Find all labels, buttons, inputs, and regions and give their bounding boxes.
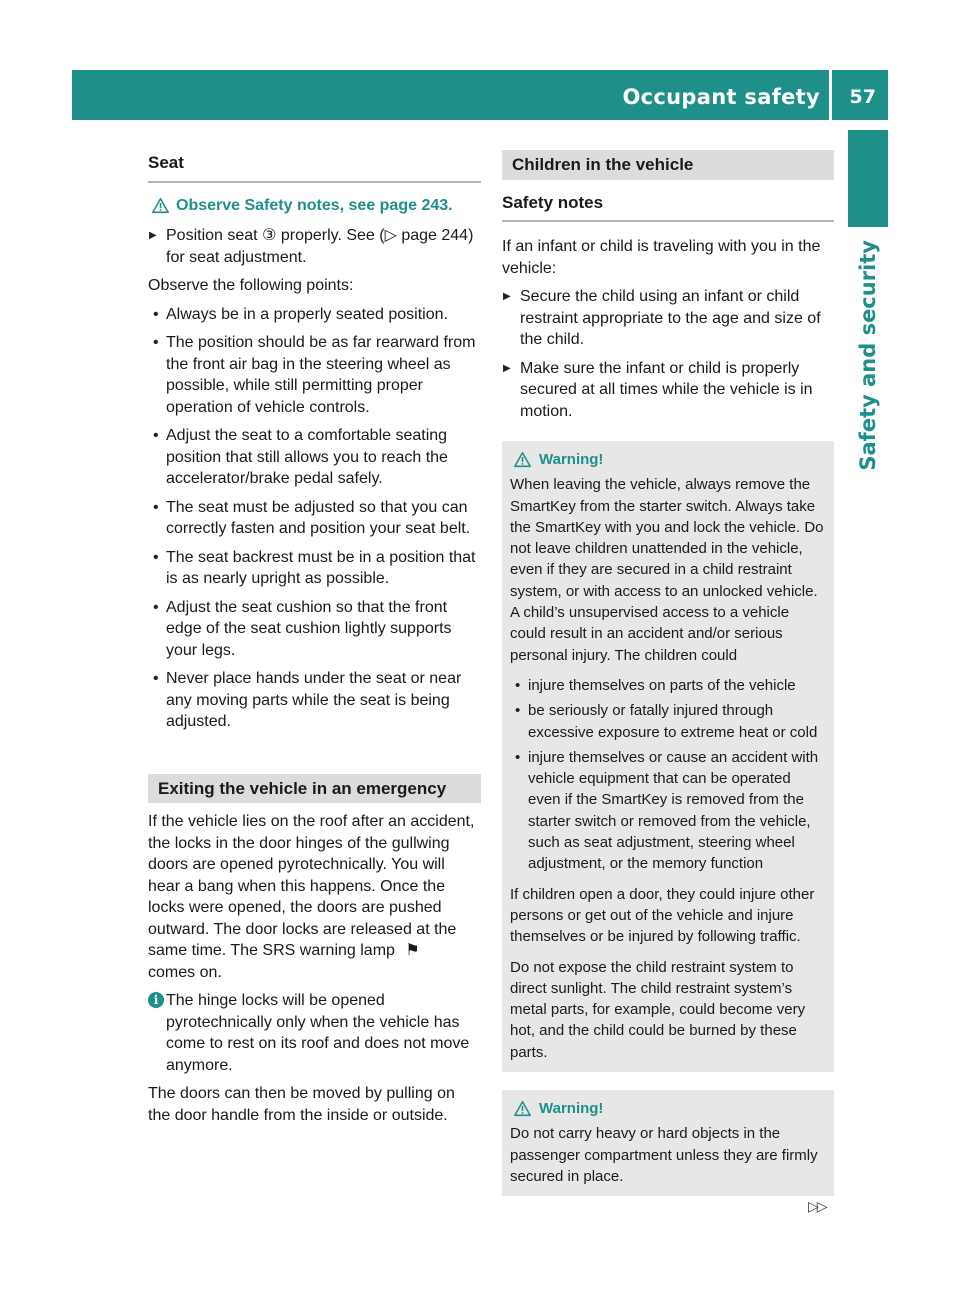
warning-paragraph: Do not expose the child restraint system to direct sunlight. The child restraint system’s metal parts, for example, could become very hot, and the child could be burned by these parts. xyxy=(510,958,806,1061)
final-paragraph: The doors can then be moved by pulling on the door handle from the inside or outside. xyxy=(148,1085,455,1124)
list-item: • Never place hands under the seat or near any moving parts while the seat is being adjusted. xyxy=(148,668,481,733)
side-section-text: Safety and security xyxy=(856,240,880,471)
exit-emergency-heading: Exiting the vehicle in an emergency xyxy=(148,774,481,804)
warning-triangle-icon xyxy=(514,451,531,468)
exit-paragraph xyxy=(148,811,481,983)
warning-triangle-icon xyxy=(152,197,169,214)
warning-paragraph: If children open a door, they could injure other persons or get out of the vehicle and injure themselves or be injured by following traffic. xyxy=(510,885,815,946)
info-note xyxy=(148,990,481,1076)
exit-paragraph-end: comes on. xyxy=(148,963,222,981)
step-position-seat: ▶ Position seat ③ properly. See (▷ page 244) for seat adjustment. xyxy=(148,225,481,268)
list-item: • Always be in a properly seated position. xyxy=(148,304,481,326)
observe-intro: Observe the following points: xyxy=(148,277,354,294)
step-secure-child: ▶ Secure the child using an infant or child restraint appropriate to the age and size of the child. xyxy=(502,286,834,351)
page-header xyxy=(72,70,888,120)
list-item: • The position should be as far rearward from the front air bag in the steering wheel as possible, while still permitting proper operation of vehicle controls. xyxy=(148,332,481,418)
safety-note-text: Observe Safety notes, see page 243. xyxy=(176,196,453,214)
exit-paragraph-text: If the vehicle lies on the roof after an accident, the locks in the door hinges of the gullwing doors are opened pyrotechnically. You will hear a bang when this happens. Once the locks were opened, the doors are pushed outward. The door locks are released at the same time. The SRS warning lamp xyxy=(148,813,475,959)
children-heading: Children in the vehicle xyxy=(502,150,834,180)
left-column xyxy=(148,150,481,1133)
side-tab-marker xyxy=(848,130,888,227)
chapter-title: Occupant safety xyxy=(622,85,820,109)
safety-note xyxy=(148,195,481,217)
srs-warning-lamp-icon: ⚑ xyxy=(405,942,420,959)
warning-header xyxy=(510,449,825,470)
warning-box-children xyxy=(502,441,834,1072)
warning-label: Warning! xyxy=(539,451,604,468)
list-item: • The seat must be adjusted so that you can correctly fasten and position your seat belt. xyxy=(148,497,481,540)
header-divider xyxy=(829,70,832,120)
info-icon: i xyxy=(148,992,164,1008)
list-item: • Adjust the seat cushion so that the front edge of the seat cushion lightly supports your legs. xyxy=(148,597,481,662)
list-item: • The seat backrest must be in a position that is as nearly upright as possible. xyxy=(148,547,481,590)
children-intro: If an infant or child is traveling with you in the vehicle: xyxy=(502,238,821,277)
list-item: • be seriously or fatally injured through excessive exposure to extreme heat or cold xyxy=(510,700,825,743)
safety-notes-heading: Safety notes xyxy=(502,188,834,223)
warning-header xyxy=(510,1098,825,1119)
info-note-text: The hinge locks will be opened pyrotechnically only when the vehicle has come to rest on its roof and does not move anymore. xyxy=(166,992,470,1074)
page-number: 57 xyxy=(849,86,876,108)
seat-heading: Seat xyxy=(148,150,481,183)
list-item: • injure themselves or cause an accident with vehicle equipment that can be operated even if the SmartKey is removed from the starter switch or removed from the vehicle, such as seat adjustment, steering wheel adjustment, or the memory function xyxy=(510,747,825,875)
list-item: • Adjust the seat to a comfortable seating position that still allows you to reach the accelerator/brake pedal safely. xyxy=(148,425,481,490)
side-section-label xyxy=(850,240,886,540)
right-column xyxy=(502,150,834,1210)
warning-label: Warning! xyxy=(539,1100,604,1118)
warning-triangle-icon xyxy=(514,1100,531,1117)
list-item: • injure themselves on parts of the vehicle xyxy=(510,675,825,696)
continue-arrows-icon: ▷▷ xyxy=(808,1198,826,1214)
warning-paragraph: Do not carry heavy or hard objects in the passenger compartment unless they are firmly secured in place. xyxy=(510,1125,818,1185)
step-ensure-secured: ▶ Make sure the infant or child is properly secured at all times while the vehicle is in motion. xyxy=(502,358,834,423)
warning-paragraph: When leaving the vehicle, always remove the SmartKey from the starter switch. Always take the SmartKey with you and lock the vehicle. Do not leave children unattended in the vehicle, even if they are secured in a child restraint system, or with access to an unlocked vehicle. A child’s unsupervised access to a vehicle could result in an accident and/or serious personal injury. The children could xyxy=(510,476,824,664)
warning-box-objects xyxy=(502,1090,834,1196)
